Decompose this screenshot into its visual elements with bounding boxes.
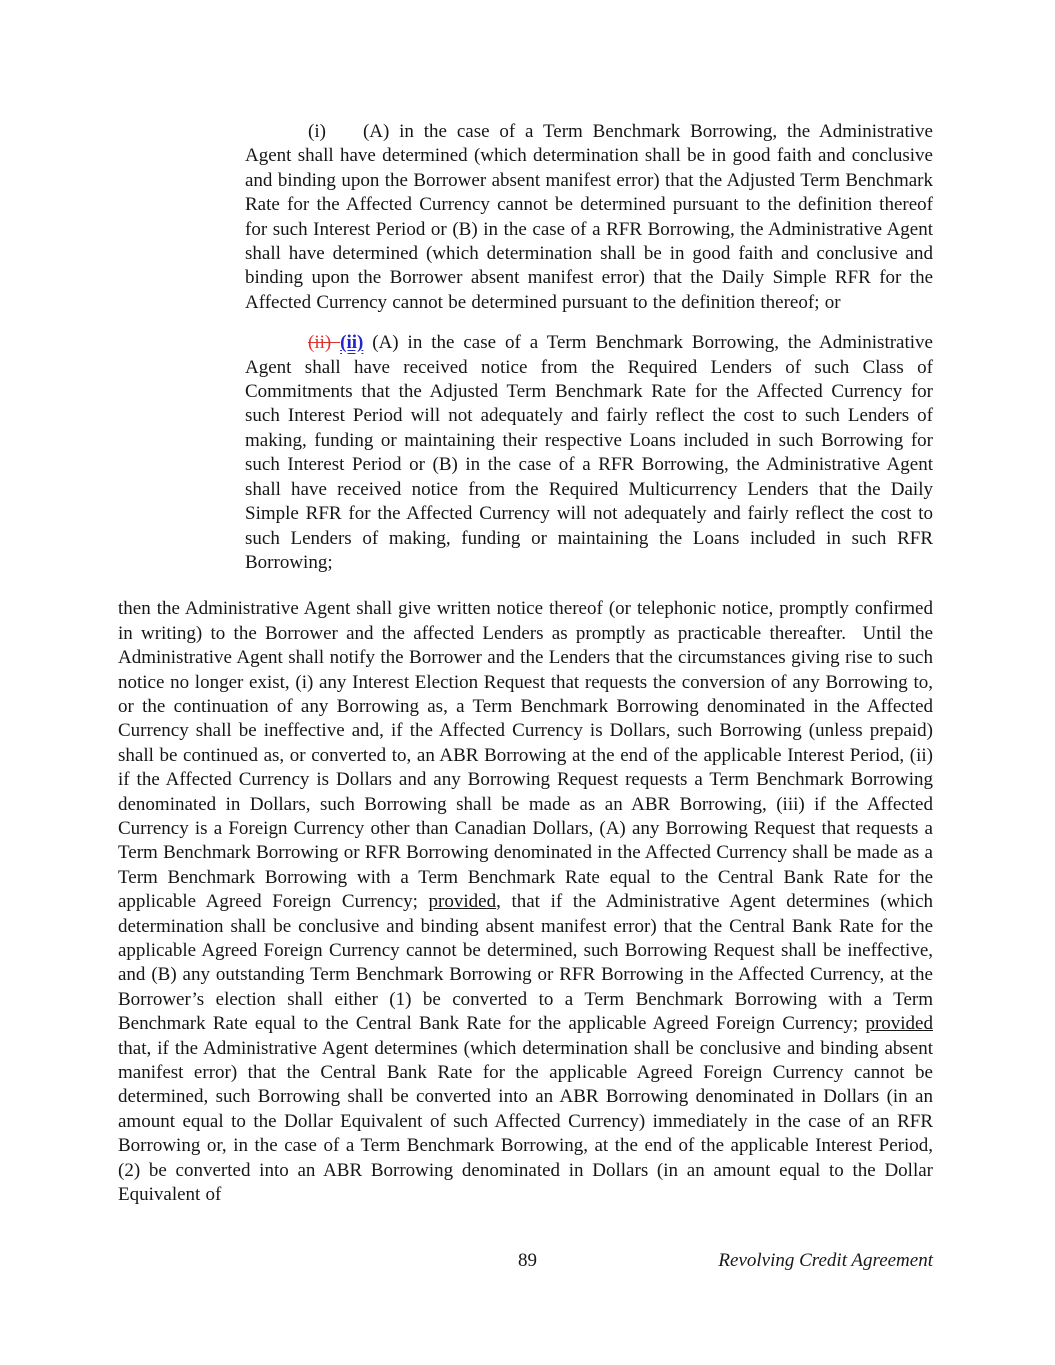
page-footer (0, 1249, 1055, 1275)
clause-paragraph-i (245, 120, 933, 315)
deleted-text: (ii) (308, 332, 341, 354)
text-run: (i) (308, 121, 326, 142)
text-run: (A) in the case of a Term Benchmark Borrowing, the Administrative Agent shall have determined (which determination shall be in good faith and conclusive and binding upon the Borrower absent manifest error) that the Adjusted Term Benchmark Rate for the Affected Currency cannot be determined pursuant to the definition thereof for such Interest Period or (B) in the case of a RFR Borrowing, the Administrative Agent shall have determined (which determination shall be in good faith and conclusive and binding upon the Borrower absent manifest error) that the Daily Simple RFR for the Affected Currency cannot be determined pursuant to the definition thereof; or (245, 121, 933, 313)
page-number: 89 (518, 1250, 537, 1271)
clause-paragraph-ii (245, 331, 933, 575)
text-run: (A) in the case of a Term Benchmark Borrowing, the Administrative Agent shall have received notice from the Required Lenders of such Class of Commitments that the Adjusted Term Benchmark Rate for the Affected Currency for such Interest Period will not adequately and fairly reflect the cost to such Lenders of making, funding or maintaining their respective Loans included in such Borrowing for such Interest Period or (B) in the case of a RFR Borrowing, the Administrative Agent shall have received notice from the Required Multicurrency Lenders that the Daily Simple RFR for the Affected Currency will not adequately and fairly reflect the cost to such Lenders of making, funding or maintaining the Loans included in such RFR Borrowing; (245, 332, 933, 573)
text-run: then the Administrative Agent shall give written notice thereof (or telephonic notice, promptly confirmed in writing) to the Borrower and the affected Lenders as promptly as practicable thereafter. Until the Administrative Agent shall notify the Borrower and the Lenders that the circumstances giving rise to such notice no longer exist, (i) any Interest Election Request that requests the conversion of any Borrowing to, or the continuation of any Borrowing as, a Term Benchmark Borrowing denominated in the Affected Currency shall be ineffective and, if the Affected Currency is Dollars, such Borrowing (unless prepaid) shall be continued as, or converted to, an ABR Borrowing at the end of the applicable Interest Period, (ii) if the Affected Currency is Dollars and any Borrowing Request requests a Term Benchmark Borrowing denominated in Dollars, such Borrowing shall be made as an ABR Borrowing, (iii) if the Affected Currency is a Foreign Currency other than Canadian Dollars, (A) any Borrowing Request that requests a Term Benchmark Borrowing or RFR Borrowing denominated in the Affected Currency shall be made as a Term Benchmark Borrowing with a Term Benchmark Rate equal to the Central Bank Rate for the applicable Agreed Foreign Currency; (118, 598, 933, 913)
inserted-text: (ii) (340, 332, 364, 354)
underlined-term: provided (865, 1013, 933, 1035)
text-run: , that if the Administrative Agent determines (which determination shall be conclusive and binding absent manifest error) that the Central Bank Rate for the applicable Agreed Foreign Currency cannot be determined, such Borrowing Request shall be ineffective, and (B) any outstanding Term Benchmark Borrowing or RFR Borrowing in the Affected Currency, at the Borrower’s election shall either (1) be converted to a Term Benchmark Borrowing with a Term Benchmark Rate equal to the Central Bank Rate for the applicable Agreed Foreign Currency; (118, 891, 934, 1035)
underlined-term: provided (428, 891, 497, 913)
document-body (118, 120, 933, 1207)
text-run: that, if the Administrative Agent determines (which determination shall be conclusive and binding absent manifest error) that the Central Bank Rate for the applicable Agreed Foreign Currency cannot be determined, such Borrowing shall be converted into an ABR Borrowing denominated in Dollars (in an amount equal to the Dollar Equivalent of such Affected Currency) immediately in the case of an RFR Borrowing or, in the case of a Term Benchmark Borrowing, at the end of the applicable Interest Period, (2) be converted into an ABR Borrowing denominated in Dollars (in an amount equal to the Dollar Equivalent of (118, 1037, 933, 1206)
document-title-footer: Revolving Credit Agreement (718, 1250, 933, 1271)
main-paragraph (118, 597, 933, 1207)
